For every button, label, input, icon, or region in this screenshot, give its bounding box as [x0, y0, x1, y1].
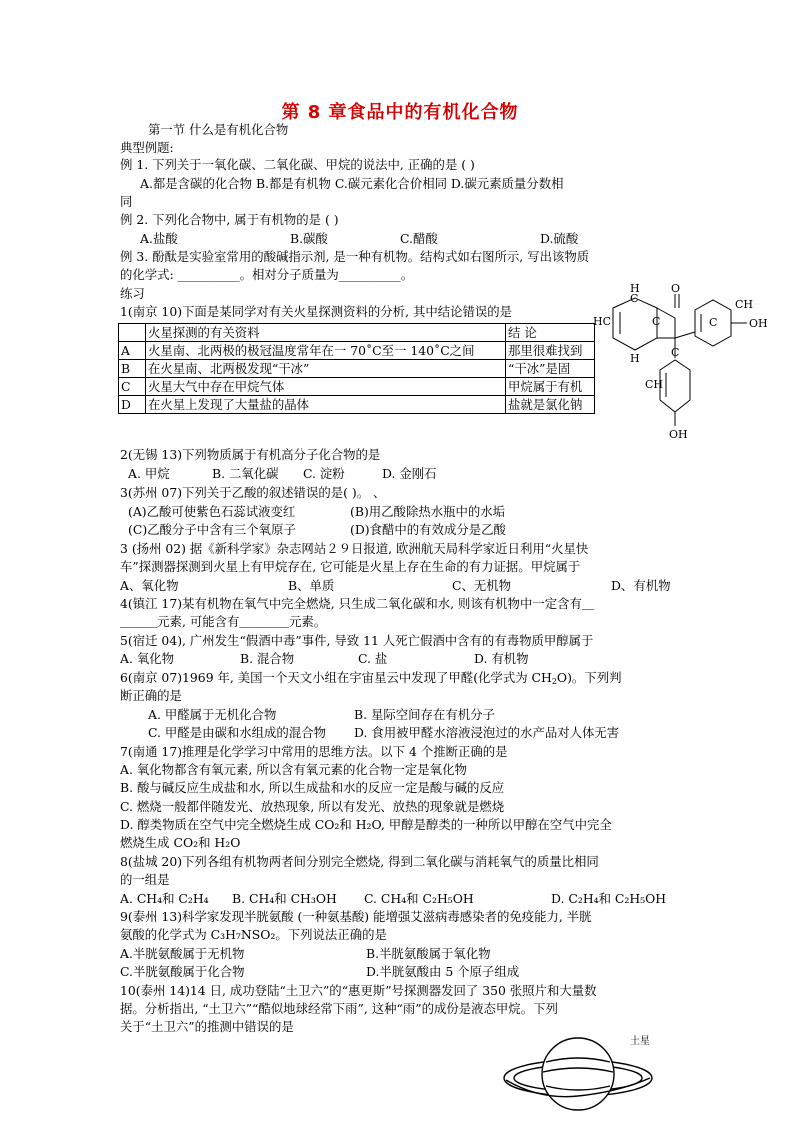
- table-row-info: 火星南、北两极的极冠温度常年在一 70˚C至一 140˚C之间: [146, 342, 506, 360]
- q3b-option-d: D、有机物: [611, 578, 671, 593]
- q3b-line1: 3 (扬州 02) 据《新科学家》杂志网站２９日报道, 欧洲航天局科学家近日利用“火星快: [120, 541, 589, 556]
- q5-option-a: A. 氧化物: [120, 651, 174, 666]
- molecule-ring-bottom: [660, 360, 690, 412]
- q2-option-c: C. 淀粉: [303, 466, 345, 481]
- q1-question: 1(南京 10)下面是某同学对有关火星探测资料的分析, 其中结论错误的是: [120, 304, 513, 319]
- q6-option-d: D. 食用被甲醛水溶液浸泡过的水产品对人体无害: [354, 725, 620, 740]
- table-row-option: B: [119, 360, 146, 378]
- table-row: [119, 342, 595, 360]
- molecule-atom-label: CH: [645, 378, 664, 391]
- molecule-atom-label: HC: [593, 315, 612, 328]
- table-row-option: D: [119, 396, 146, 414]
- table-row-conclusion: 盐就是氯化钠: [506, 396, 595, 414]
- q3-question: 3(苏州 07)下列关于乙酸的叙述错误的是( )。 、: [120, 485, 386, 500]
- q3b-option-c: C、无机物: [452, 578, 512, 593]
- q6-subscript: 2: [551, 677, 557, 686]
- table-header-row: [119, 324, 595, 342]
- molecule-atom-label: H: [630, 352, 640, 365]
- q10-line2: 据。分析指出, “土卫六”“酷似地球经常下雨”, 这种“雨”的成份是液态甲烷。下列: [120, 1001, 558, 1016]
- q3b-line2: 车”探测器探测到火星上有甲烷存在, 它可能是火星上存在生命的有力证据。甲烷属于: [120, 559, 581, 574]
- table-row-info: 在火星上发现了大量盐的晶体: [146, 396, 506, 414]
- q7-option-a: A. 氧化物都含有氧元素, 所以含有氧元素的化合物一定是氧化物: [120, 762, 467, 777]
- ex1-options-cont: 同: [120, 194, 133, 209]
- q8-option-d: D. C₂H₄和 C₂H₅OH: [551, 891, 667, 906]
- q9-option-a: A.半胱氨酸属于无机物: [120, 946, 245, 961]
- q3b-option-a: A、氧化物: [120, 578, 179, 593]
- table-row-option: A: [119, 342, 146, 360]
- ex2-option-d: D.硫酸: [540, 231, 579, 246]
- q3-option-a: (A)乙酸可使紫色石蕊试液变红: [128, 504, 296, 519]
- table-row-info: 火星大气中存在甲烷气体: [146, 378, 506, 396]
- section-heading: 第一节 什么是有机化合物: [148, 122, 289, 137]
- table-header-conclusion: 结 论: [506, 324, 595, 342]
- saturn-label: 土星: [630, 1036, 650, 1047]
- molecule-atom-label: C: [709, 316, 718, 329]
- ex2-option-a: A.盐酸: [140, 231, 178, 246]
- ex2-option-b: B.碳酸: [290, 231, 328, 246]
- q6-line2: 断正确的是: [120, 688, 182, 703]
- table-row-conclusion: 那里很难找到: [506, 342, 595, 360]
- q4-line1: 4(镇江 17)某有机物在氧气中完全燃烧, 只生成二氧化碳和水, 则该有机物中一定含有＿: [120, 596, 595, 611]
- q10-line3: 关于“土卫六”的推测中错误的是: [120, 1019, 294, 1034]
- table-row-option: C: [119, 378, 146, 396]
- table-row-conclusion: 甲烷属于有机: [506, 378, 595, 396]
- q2-question: 2(无锡 13)下列物质属于有机高分子化合物的是: [120, 447, 381, 462]
- q5-option-b: B. 混合物: [240, 651, 295, 666]
- table-header-blank: [119, 324, 146, 342]
- ex2-question: 例 2. 下列化合物中, 属于有机物的是 ( ): [120, 212, 339, 227]
- q4-line2: ＿＿＿元素, 可能含有＿＿＿＿元素。: [120, 614, 327, 629]
- molecule-atom-label: C: [630, 292, 639, 305]
- q2-option-d: D. 金刚石: [382, 466, 437, 481]
- q9-option-c: C.半胱氨酸属于化合物: [120, 964, 245, 979]
- q6-option-a: A. 甲醛属于无机化合物: [148, 707, 277, 722]
- table-row: [119, 378, 595, 396]
- q6-line1: [120, 670, 621, 690]
- q7-option-d-line1: D. 醇类物质在空气中完全燃烧生成 CO₂和 H₂O, 甲醇是醇类的一种所以甲醇在空气中完全: [120, 817, 612, 832]
- ex3-question-cont: 的化学式: __________。相对分子质量为__________。: [120, 267, 414, 282]
- q8-option-a: A. CH₄和 C₂H₄: [120, 891, 209, 906]
- q8-line1: 8(盐城 20)下列各组有机物两者间分别完全燃烧, 得到二氧化碳与消耗氧气的质量比相同: [120, 854, 599, 869]
- page-title: 第 8 章食品中的有机化合物: [281, 102, 519, 123]
- q9-option-b: B.半胱氨酸属于氧化物: [366, 946, 491, 961]
- mars-table: [118, 323, 595, 414]
- saturn-planet: [542, 1038, 614, 1110]
- phenolphthalein-structure-figure: [585, 280, 795, 450]
- q6-option-c: C. 甲醛是由碳和水组成的混合物: [148, 725, 326, 740]
- q5-option-d: D. 有机物: [474, 651, 529, 666]
- q3-option-b: (B)用乙酸除热水瓶中的水垢: [350, 504, 506, 519]
- table-row-conclusion: “干冰”是固: [506, 360, 595, 378]
- q9-line2: 氨酸的化学式为 C₃H₇NSO₂。下列说法正确的是: [120, 927, 387, 942]
- q9-option-d: D.半胱氨酸由 5 个原子组成: [366, 964, 520, 979]
- q5-option-c: C. 盐: [358, 651, 388, 666]
- q8-line2: 的一组是: [120, 872, 170, 887]
- q5-question: 5(宿迁 04), 广州发生“假酒中毒”事件, 导致 11 人死亡假酒中含有的有毒物质甲醇属于: [120, 633, 594, 648]
- molecule-atom-label: OH: [669, 428, 688, 441]
- q3b-option-b: B、单质: [288, 578, 335, 593]
- table-header-info: 火星探测的有关资料: [146, 324, 506, 342]
- molecule-atom-label: C: [652, 315, 661, 328]
- ex1-question: 例 1. 下列关于一氧化碳、二氧化碳、甲烷的说法中, 正确的是 ( ): [120, 157, 475, 172]
- molecule-atom-label: H: [630, 282, 640, 295]
- q8-option-c: C. CH₄和 C₂H₅OH: [364, 891, 474, 906]
- q7-question: 7(南通 17)推理是化学学习中常用的思维方法。以下 4 个推断正确的是: [120, 744, 508, 759]
- molecule-bond: [675, 332, 695, 338]
- ex2-option-c: C.醋酸: [400, 231, 438, 246]
- table-row: [119, 396, 595, 414]
- q8-option-b: B. CH₄和 CH₃OH: [232, 891, 337, 906]
- q3-option-c: (C)乙酸分子中含有三个氧原子: [128, 522, 296, 537]
- q10-line1: 10(泰州 14)14 日, 成功登陆“土卫六”的“惠更斯”号探测器发回了 350 张照片和大量数: [120, 983, 597, 998]
- q7-option-b: B. 酸与碱反应生成盐和水, 所以生成盐和水的反应一定是酸与碱的反应: [120, 780, 505, 795]
- q7-option-c: C. 燃烧一般都伴随发光、放热现象, 所以有发光、放热的现象就是燃烧: [120, 799, 505, 814]
- q9-line1: 9(泰州 13)科学家发现半胱氨酸 (一种氨基酸) 能增强艾滋病毒感染者的免疫能力, 半胱: [120, 909, 592, 924]
- examples-heading: 典型例题:: [120, 140, 174, 155]
- q6-line1-text: 6(南京 07)1969 年, 美国一个天文小组在宇宙星云中发现了甲醛(化学式为 CH: [120, 670, 552, 685]
- molecule-atom-label: OH: [749, 317, 768, 330]
- molecule-atom-label: C: [671, 346, 680, 359]
- practice-heading: 练习: [120, 286, 145, 301]
- table-row-info: 在火星南、北两极发现“干冰”: [146, 360, 506, 378]
- ex3-question: 例 3. 酚酞是实验室常用的酸碱指示剂, 是一种有机物。结构式如右图所示, 写出该物质: [120, 249, 590, 264]
- q2-option-a: A. 甲烷: [128, 466, 170, 481]
- q3-option-d: (D)食醋中的有效成分是乙酸: [350, 522, 506, 537]
- q6-option-b: B. 星际空间存在有机分子: [354, 707, 495, 722]
- q6-line1-end: O)。下列判: [556, 670, 622, 685]
- molecule-atom-label: CH: [735, 298, 754, 311]
- saturn-figure: [500, 1022, 700, 1126]
- q7-option-d-line2: 燃烧生成 CO₂和 H₂O: [120, 835, 241, 850]
- ex1-options: A.都是含碳的化合物 B.都是有机物 C.碳元素化合价相同 D.碳元素质量分数相: [140, 176, 564, 191]
- molecule-atom-label: O: [671, 282, 681, 295]
- table-row: [119, 360, 595, 378]
- q2-option-b: B. 二氧化碳: [212, 466, 279, 481]
